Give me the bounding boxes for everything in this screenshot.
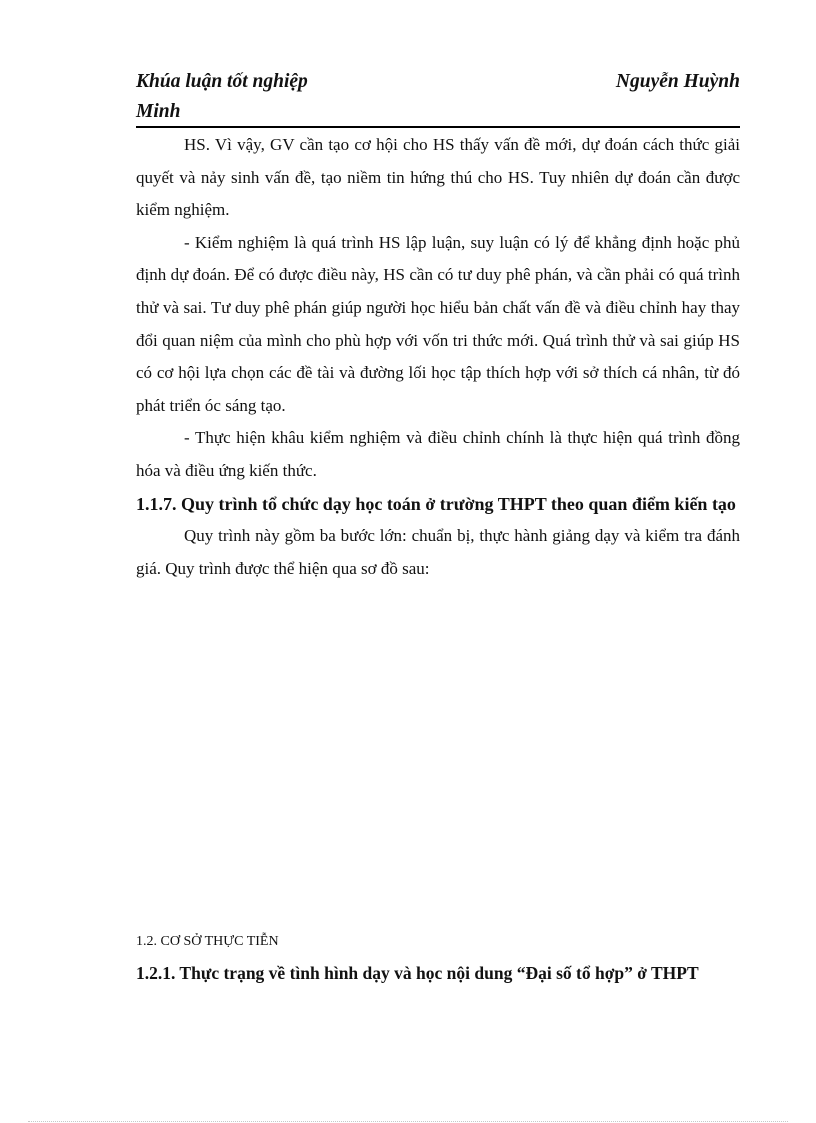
body-text [136, 129, 740, 585]
header-thesis-title: Khúa luận tốt nghiệp [136, 71, 308, 92]
header-rule [136, 126, 740, 128]
paragraph-intro: HS. Vì vậy, GV cần tạo cơ hội cho HS thấy vấn đề mới, dự đoán cách thức giải quyết và nảy sinh vấn đề, tạo niềm tin hứng thú cho HS. Tuy nhiên dự đoán cần được kiểm nghiệm. [136, 135, 740, 220]
section-heading-1-2: 1.2. CƠ SỞ THỰC TIỄN [136, 934, 279, 949]
header-author-name: Nguyễn Huỳnh [615, 71, 740, 92]
section-heading-1-1-7: 1.1.7. Quy trình tổ chức dạy học toán ở trường THPT theo quan điểm kiến tạo [136, 493, 736, 514]
paragraph-process: Quy trình này gồm ba bước lớn: chuẩn bị, thực hành giảng dạy và kiểm tra đánh giá. Quy trình được thể hiện qua sơ đồ sau: [136, 526, 740, 578]
header-author-name-continued: Minh [136, 101, 181, 122]
page-bottom-border [28, 1121, 788, 1122]
paragraph-adjustment: - Thực hiện khâu kiểm nghiệm và điều chỉnh chính là thực hiện quá trình đồng hóa và điều ứng kiến thức. [136, 428, 740, 480]
paragraph-verification: - Kiểm nghiệm là quá trình HS lập luận, suy luận có lý để khẳng định hoặc phủ định dự đoán. Để có được điều này, HS cần có tư duy phê phán, và cần phải có quá trình thử và sai. Tư duy phê phán giúp người học hiểu bản chất vấn đề và điều chỉnh hay thay đổi quan niệm của mình cho phù hợp với vốn tri thức mới. Quá trình thử và sai giúp HS có cơ hội lựa chọn các đề tài và đường lối học tập thích hợp với sở thích cá nhân, từ đó phát triển óc sáng tạo. [136, 232, 740, 415]
section-heading-1-2-1: 1.2.1. Thực trạng về tình hình dạy và học nội dung “Đại số tổ hợp” ở THPT [136, 963, 699, 983]
